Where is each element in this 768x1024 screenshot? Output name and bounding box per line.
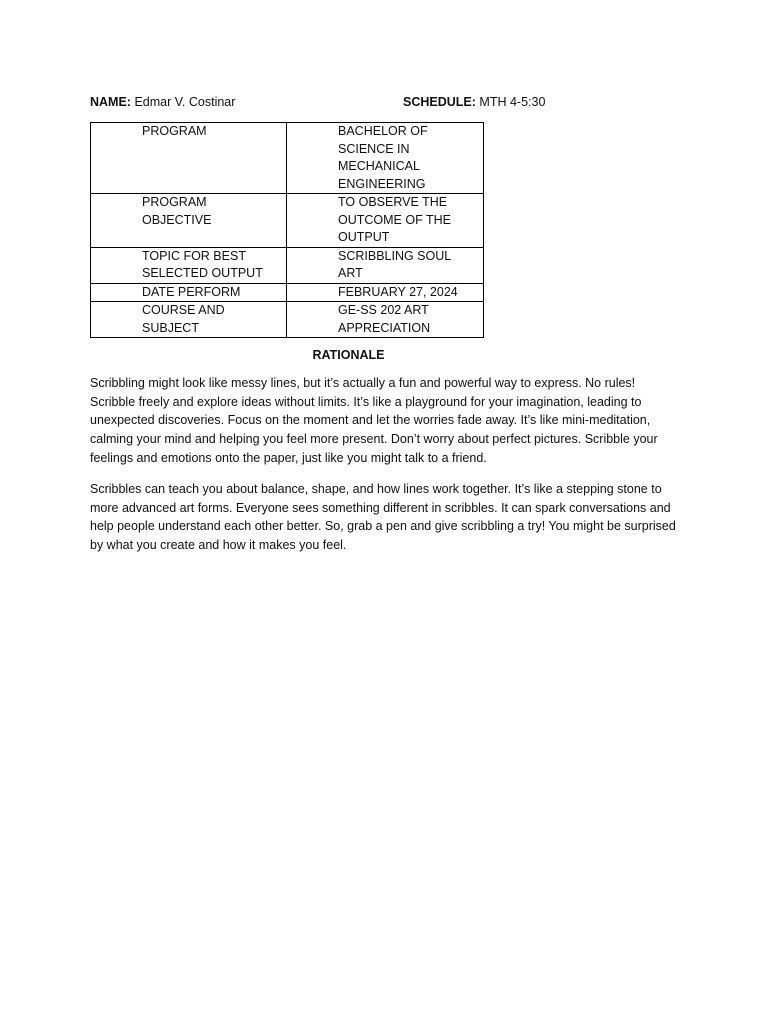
row-label: PROGRAM OBJECTIVE	[91, 194, 287, 248]
schedule-value: MTH 4-5:30	[479, 95, 546, 109]
table-row	[91, 247, 484, 283]
rationale-paragraph: Scribbling might look like messy lines, but it’s actually a fun and powerful way to express. No rules! Scribble freely and explore ideas without limits. It’s like a playground for your imagination, leading to unexpected discoveries. Focus on the moment and let the worries fade away. It’s like mini-meditation, calming your mind and helping you feel more present. Don’t worry about perfect pictures. Scribble your feelings and emotions onto the paper, just like you might talk to a friend.	[90, 376, 658, 465]
row-value: GE-SS 202 ART APPRECIATION	[287, 302, 484, 338]
row-label: TOPIC FOR BEST SELECTED OUTPUT	[91, 247, 287, 283]
name-field	[90, 93, 235, 111]
row-value: TO OBSERVE THE OUTCOME OF THE OUTPUT	[287, 194, 484, 248]
rationale-heading: RATIONALE	[312, 348, 385, 362]
row-value: BACHELOR OF SCIENCE IN MECHANICAL ENGINEERING	[287, 123, 484, 194]
name-value: Edmar V. Costinar	[134, 95, 236, 109]
schedule-field	[403, 93, 545, 111]
info-table	[90, 122, 484, 338]
header-line	[90, 93, 690, 111]
row-label: PROGRAM	[91, 123, 287, 194]
row-label: COURSE AND SUBJECT	[91, 302, 287, 338]
row-label: DATE PERFORM	[91, 283, 287, 302]
table-row	[91, 283, 484, 302]
rationale-paragraph: Scribbles can teach you about balance, shape, and how lines work together. It’s like a stepping stone to more advanced art forms. Everyone sees something different in scribbles. It can spark conversations and help people understand each other better. So, grab a pen and give scribbling a try! You might be surprised by what you create and how it makes you feel.	[90, 482, 676, 553]
schedule-label: SCHEDULE:	[403, 95, 476, 109]
row-value: FEBRUARY 27, 2024	[287, 283, 484, 302]
table-row	[91, 123, 484, 194]
table-row	[91, 302, 484, 338]
table-row	[91, 194, 484, 248]
name-label: NAME:	[90, 95, 131, 109]
row-value: SCRIBBLING SOUL ART	[287, 247, 484, 283]
